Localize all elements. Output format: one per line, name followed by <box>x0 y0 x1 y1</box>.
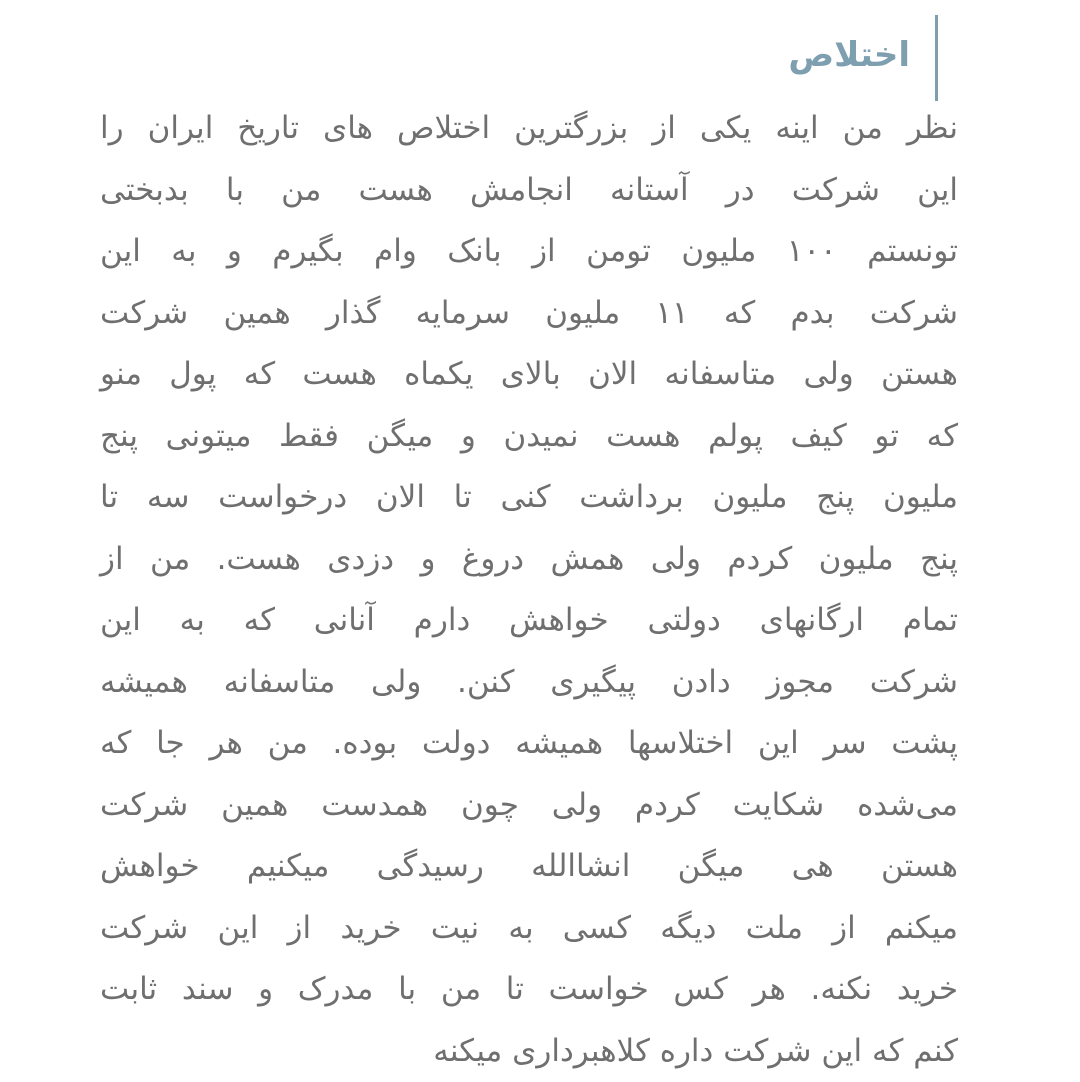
body-line: پنج ملیون کردم ولی همش دروغ و دزدی هست. من از <box>100 529 958 591</box>
body-line: نظر من اینه یکی از بزرگترین اختلاص های تاریخ ایران را <box>100 98 958 160</box>
body-line: می‌شده شکایت کردم ولی چون همدست همین شرکت <box>100 775 958 837</box>
body-line: کنم که این شرکت داره کلاهبرداری میکنه <box>100 1021 958 1082</box>
post-header <box>0 15 1080 101</box>
body-line: پشت سر این اختلاسها همیشه دولت بوده. من هر جا که <box>100 713 958 775</box>
body-line: شرکت بدم که ۱۱ ملیون سرمایه گذار همین شرکت <box>100 283 958 345</box>
body-line: تونستم ۱۰۰ ملیون تومن از بانک وام بگیرم و به این <box>100 221 958 283</box>
body-line: خرید نکنه. هر کس خواست تا من با مدرک و سند ثابت <box>100 959 958 1021</box>
body-line: ملیون پنج ملیون برداشت کنی تا الان درخواست سه تا <box>100 467 958 529</box>
body-line: هستن هی میگن انشاالله رسیدگی میکنیم خواهش <box>100 836 958 898</box>
body-line: میکنم از ملت دیگه کسی به نیت خرید از این شرکت <box>100 898 958 960</box>
body-line: تمام ارگانهای دولتی خواهش دارم آنانی که به این <box>100 590 958 652</box>
body-line: این شرکت در آستانه انجامش هست من با بدبختی <box>100 160 958 222</box>
accent-divider <box>935 15 938 101</box>
body-line: شرکت مجوز دادن پیگیری کنن. ولی متاسفانه همیشه <box>100 652 958 714</box>
body-line: هستن ولی متاسفانه الان بالای یکماه هست که پول منو <box>100 344 958 406</box>
body-line: که تو کیف پولم هست نمیدن و میگن فقط میتونی پنج <box>100 406 958 468</box>
post-title: اختلاص <box>788 33 910 77</box>
post-body <box>100 98 958 1082</box>
